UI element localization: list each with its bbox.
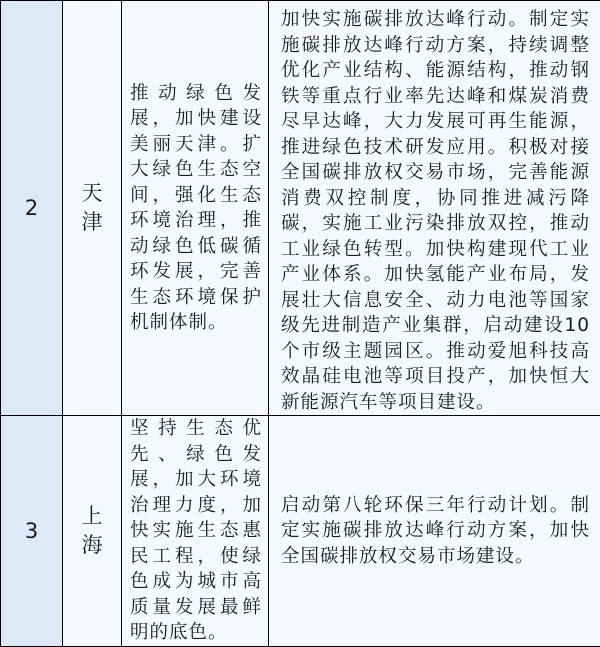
task-cell (269, 416, 600, 647)
goal-text: 坚持生态优先、绿色发展，加大环境治理力度，加快实施生态惠民工程，使绿色成为城市高质量发展最鲜明的底色。 (130, 418, 262, 643)
task-text: 启动第八轮环保三年行动计划。制定实施碳排放达峰行动方案，加快全国碳排放权交易市场建设。 (281, 495, 590, 567)
city-cell (63, 416, 122, 647)
task-cell (269, 1, 600, 416)
goal-text: 推动绿色发展，加快建设美丽天津。扩大绿色生态空间，强化生态环境治理，推动绿色低碳循环发展，完善生态环境保护机制体制。 (130, 83, 262, 334)
row-index: 2 (25, 196, 38, 220)
city-name: 上海 (80, 502, 104, 560)
row-index-cell (1, 1, 63, 416)
city-name: 天津 (80, 179, 104, 237)
goal-cell (122, 416, 269, 647)
row-index-cell (1, 416, 63, 647)
city-cell (63, 1, 122, 416)
table-row (1, 416, 600, 647)
task-text: 加快实施碳排放达峰行动。制定实施碳排放达峰行动方案，持续调整优化产业结构、能源结构，推动钢铁等重点行业率先达峰和煤炭消费尽早达峰，大力发展可再生能源，推进绿色技术研发应用。积极对接全国碳排放权交易市场，完善能源消费双控制度，协同推进减污降碳，实施工业污染排放双控，推动工业绿色转型。加快构建现代工业产业体系。加快氢能产业布局，发展壮大信息安全、动力电池等国家级先进制造产业集群，启动建设10个市级主题园区。推动爱旭科技高效晶硅电池等项目投产，加快恒大新能源汽车等项目建设。 (281, 9, 590, 413)
goal-cell (122, 1, 269, 416)
table-row (1, 1, 600, 416)
row-index: 3 (25, 519, 38, 543)
